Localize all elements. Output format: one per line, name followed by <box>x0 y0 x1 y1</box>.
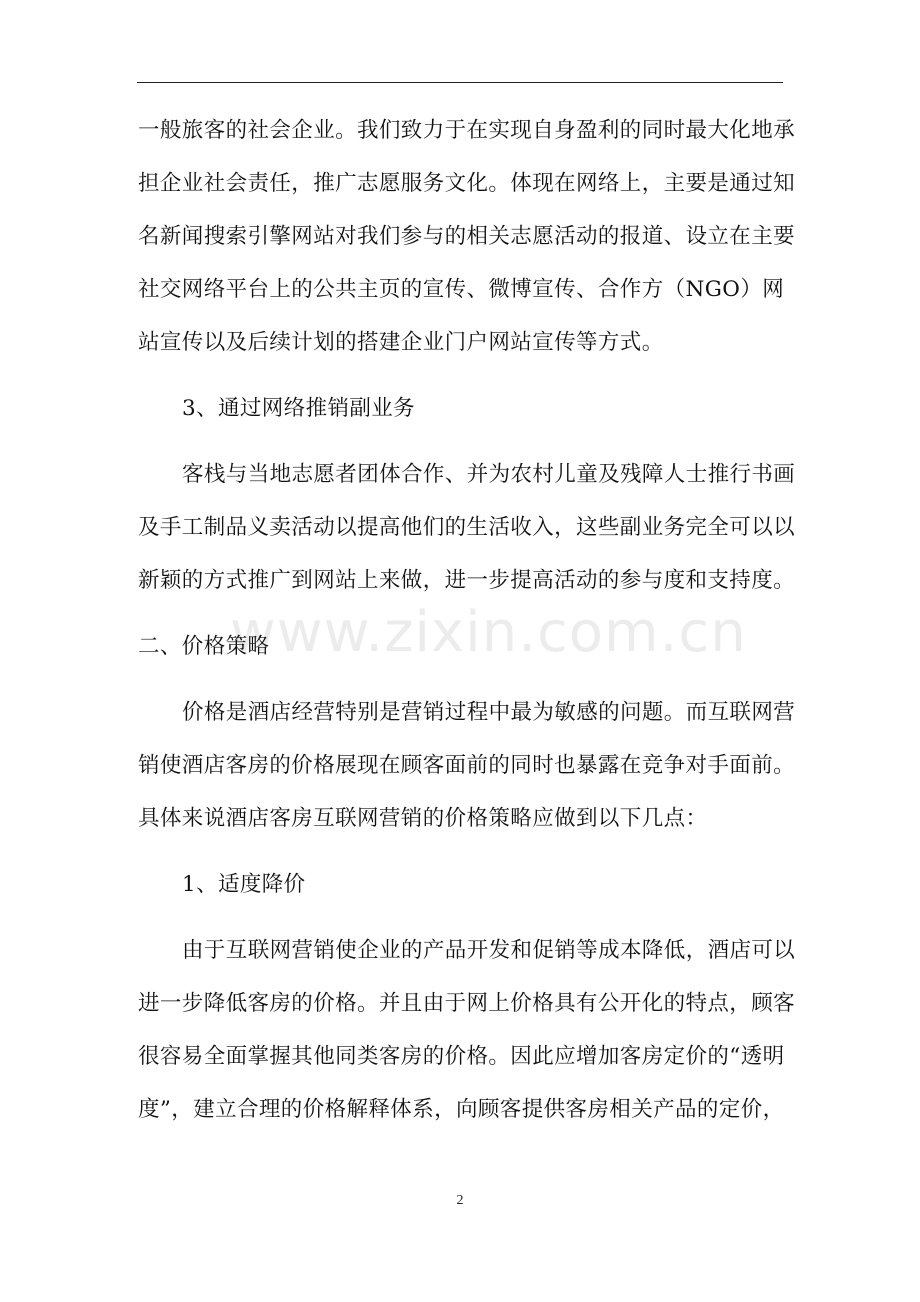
text-line: 名新闻搜索引擎网站对我们参与的相关志愿活动的报道、设立在主要 <box>138 224 796 249</box>
text-line: 及手工制品义卖活动以提高他们的生活收入，这些副业务完全可以以 <box>138 515 796 540</box>
text-line: 客栈与当地志愿者团体合作、并为农村儿童及残障人士推行书画 <box>182 462 796 487</box>
text-line: 价格是酒店经营特别是营销过程中最为敏感的问题。而互联网营 <box>182 700 796 725</box>
text-line: 很容易全面掌握其他同类客房的价格。因此应增加客房定价的“透明 <box>138 1044 785 1069</box>
section-heading: 3、通过网络推销副业务 <box>182 396 416 421</box>
header-rule <box>137 82 783 83</box>
text-line: 担企业社会责任，推广志愿服务文化。体现在网络上，主要是通过知 <box>138 171 796 196</box>
text-line: 新颖的方式推广到网站上来做，进一步提高活动的参与度和支持度。 <box>138 568 796 593</box>
text-line: 进一步降低客房的价格。并且由于网上价格具有公开化的特点，顾客 <box>138 991 796 1016</box>
watermark: www.zixin.com.cn <box>230 600 747 665</box>
text-line: 销使酒店客房的价格展现在顾客面前的同时也暴露在竞争对手面前。 <box>138 753 796 778</box>
text-line: 度”，建立合理的价格解释体系，向顾客提供客房相关产品的定价， <box>138 1097 785 1122</box>
text-line: 具体来说酒店客房互联网营销的价格策略应做到以下几点： <box>138 806 708 831</box>
text-line: 一般旅客的社会企业。我们致力于在实现自身盈利的同时最大化地承 <box>138 118 796 143</box>
text-line: 社交网络平台上的公共主页的宣传、微博宣传、合作方（NGO）网 <box>138 277 785 302</box>
body-text <box>138 116 796 1124</box>
section-heading: 1、适度降价 <box>182 872 306 897</box>
text-line: 站宣传以及后续计划的搭建企业门户网站宣传等方式。 <box>138 330 664 355</box>
text-line: 由于互联网营销使企业的产品开发和促销等成本降低，酒店可以 <box>182 938 796 963</box>
section-heading: 二、价格策略 <box>138 634 270 659</box>
page-number: 2 <box>456 1193 464 1208</box>
